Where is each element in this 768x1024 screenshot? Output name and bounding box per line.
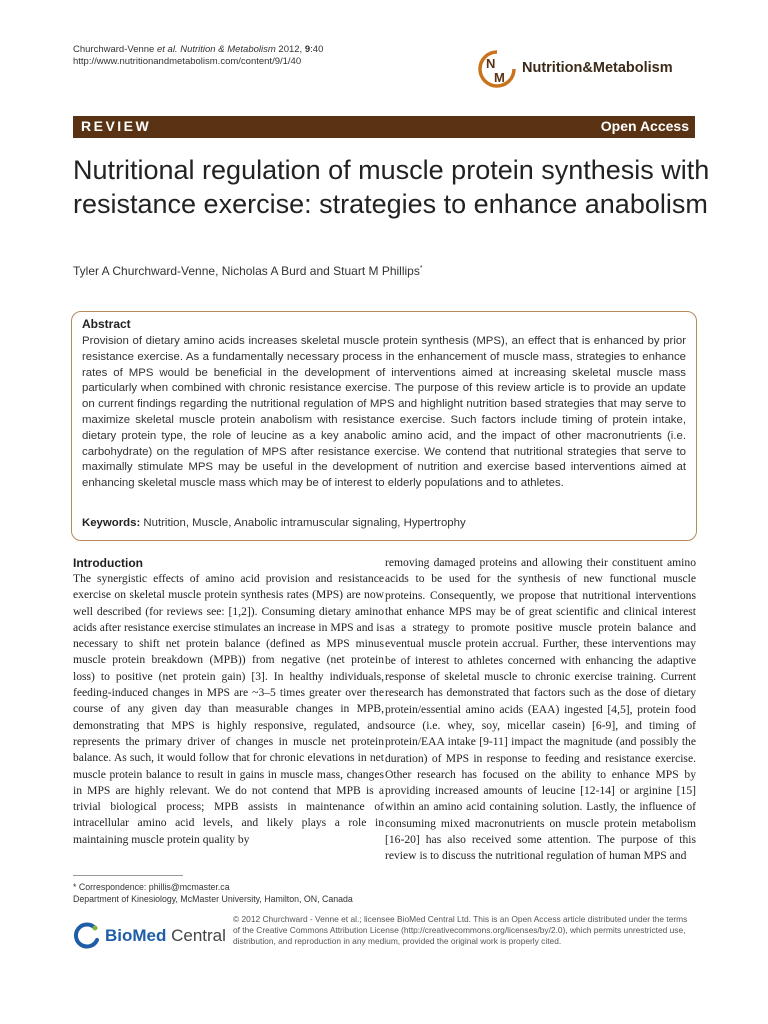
author-list [73,264,423,278]
article-title: Nutritional regulation of muscle protein synthesis with resistance exercise: strategies to enhance anabolism [73,155,710,219]
article-type-band [73,116,695,138]
keywords-list: Nutrition, Muscle, Anabolic intramuscular signaling, Hypertrophy [140,517,466,529]
citation [73,44,323,68]
logo-letter-m: M [494,70,505,85]
abstract-heading: Abstract [82,317,131,331]
correspondence: * Correspondence: phillis@mcmaster.ca [73,882,230,892]
article-type-label: REVIEW [81,118,152,134]
citation-journal: Nutrition & Metabolism [180,44,276,55]
logo-letter-n: N [486,56,496,71]
citation-authors: Churchward-Venne [73,44,155,55]
publisher-logo [73,920,233,956]
corresponding-mark: * [419,265,423,272]
journal-logo-icon [478,50,516,88]
affiliation: Department of Kinesiology, McMaster University, Hamilton, ON, Canada [73,894,353,904]
footnote-rule [73,875,183,876]
journal-logo-text: Nutrition&Metabolism [522,60,673,76]
open-access-label: Open Access [600,118,689,134]
author-names: Tyler A Churchward-Venne, Nicholas A Burd and Stuart M Phillips [73,264,420,278]
citation-year: 2012, [278,44,305,55]
footnote [73,881,384,905]
biomed-central-icon [73,922,101,950]
journal-logo [478,50,698,90]
article-url[interactable]: http://www.nutritionandmetabolism.com/content/9/1/40 [73,56,302,67]
citation-volume: 9 [304,44,311,55]
introduction-heading: Introduction [73,556,143,570]
license-text: © 2012 Churchward - Venne et al.; licensee BioMed Central Ltd. This is an Open Access article distributed under the terms of the Creative Commons Attribution License (http://creativecommons.org/licenses/by/2.0), which permits unrestricted use, distribution, and reproduction in any medium, provided the original work is properly cited. [233,914,688,946]
body-column-left: The synergistic effects of amino acid provision and resistance exercise on skeletal muscle protein synthesis rates (MPS) are now well described (for reviews see: [1,2]). Consuming dietary amino acids after resistance exercise stimulates an increase in MPS and is necessary to shift net protein balance (defined as MPS minus muscle protein breakdown (MPB)) from negative (net protein loss) to positive (net protein gain) [3]. In healthy individuals, feeding-induced changes in MPS are ~3–5 times greater over the course of any given day than measurable changes in MPB, demonstrating that MPS is highly responsive, regulated, and represents the primary driver of changes in muscle net protein balance. As such, it would follow that for chronic elevations in net muscle protein balance to result in gains in muscle mass, changes in MPS are highly relevant. We do not contend that MPB is a trivial biological process; MPB assists in maintenance of intracellular amino acid levels, and likely plays a role in maintaining muscle protein quality by [73,572,384,846]
publisher-central: Central [166,926,226,945]
publisher-med: Med [132,926,167,945]
abstract-text: Provision of dietary amino acids increases skeletal muscle protein synthesis (MPS), an effect that is enhanced by prior resistance exercise. As a fundamentally necessary process in the enhancement of muscle mass, strategies to enhance rates of MPS would be beneficial in the development of interventions aimed at increasing skeletal muscle mass particularly when combined with chronic resistance exercise. The purpose of this review article is to provide an update on current findings regarding the nutritional regulation of MPS and highlight nutrition based strategies that may serve to maximize skeletal muscle protein anabolism with resistance exercise. Such factors include timing of protein intake, dietary protein type, the role of leucine as a key anabolic amino acid, and the impact of other macronutrients (i.e. carbohydrate) on the regulation of MPS after resistance exercise. We contend that nutritional strategies that serve to maximally stimulate MPS may be useful in the development of nutrition and exercise based interventions aimed at enhancing skeletal muscle mass which may be of interest to elderly populations and to athletes. [82,335,686,490]
citation-line [73,44,323,56]
keywords-label: Keywords: [82,517,141,529]
keywords [82,517,466,529]
publisher-name [105,926,226,946]
publisher-bio: Bio [105,926,133,945]
citation-etal: et al. [156,44,178,55]
citation-article: :40 [310,44,324,55]
body-column-right: removing damaged proteins and allowing their constituent amino acids to be used for the synthesis of new functional muscle proteins. Consequently, we propose that nutritional interventions that enhance MPS may be of great scientific and clinical interest as a strategy to promote positive muscle protein balance and eventual muscle protein accrual. Further, these interventions may be of interest to athletes concerned with enhancing the adaptive response of skeletal muscle to chronic exercise training. Current research has demonstrated that factors such as the dose of dietary protein/essential amino acids (EAA) ingested [4,5], protein food source (i.e. whey, soy, micellar casein) [6-9], and timing of protein/EAA intake [9-11] impact the magnitude (and possibly the duration) of MPS in response to feeding and resistance exercise. Other research has focused on the ability to enhance MPS by providing increased amounts of leucine [12-14] or arginine [15] within an amino acid containing solution. Lastly, the influence of consuming mixed macronutrients on muscle protein metabolism [16-20] has also received some attention. The purpose of this review is to discuss the nutritional regulation of human MPS and [385,556,696,863]
